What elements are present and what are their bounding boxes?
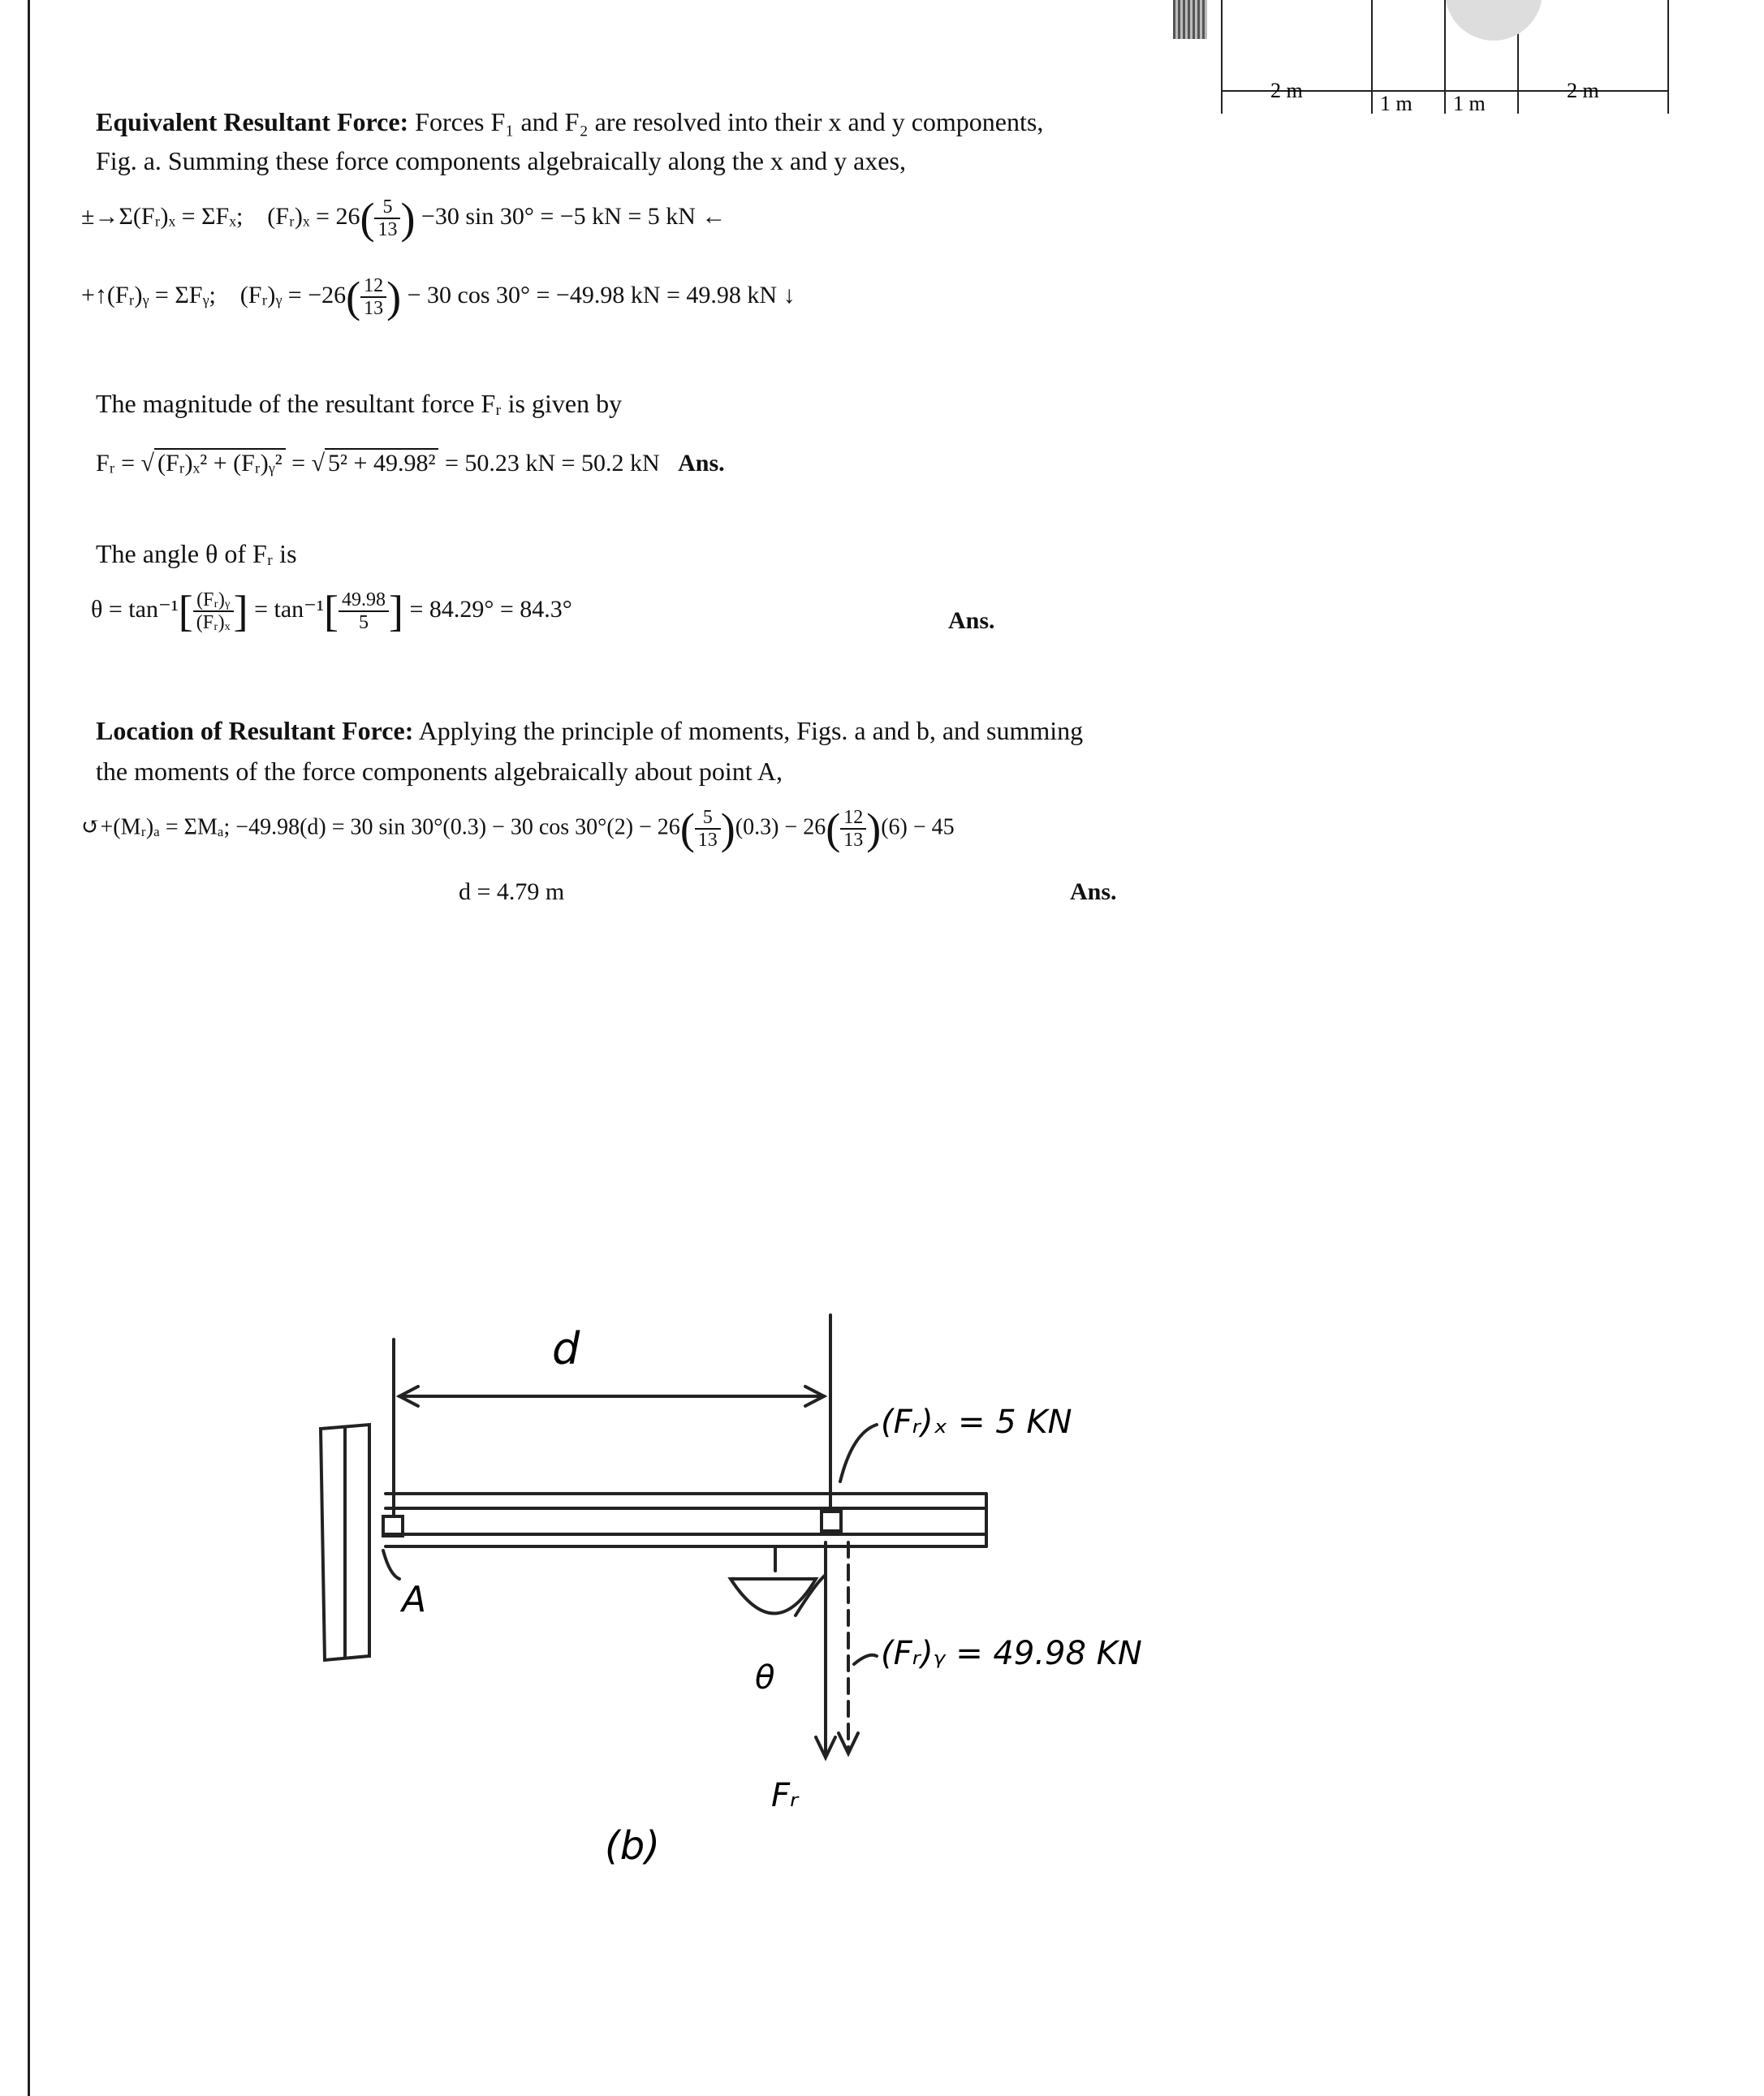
eq-fy-frac: $\frac{12}{13}$ (360, 275, 386, 319)
eq-fr-ans: Ans. (678, 450, 725, 477)
section1-intro1: Forces F₁ and F₂ are resolved into their x and y components, (415, 107, 1044, 136)
beam (386, 1494, 986, 1546)
binder-clip (1173, 0, 1207, 39)
eq-fx: ±→Σ(Fᵣ)ₓ = ΣFₓ; (Fᵣ)ₓ = 26( $\frac{5}{13}$ ) −30 sin 30° = −5 kN = 5 kN ← (81, 194, 727, 243)
eq-theta-lhs: θ = tan⁻¹ (91, 595, 179, 623)
eq-fy-rhs: − 30 cos 30° = −49.98 kN = 49.98 kN ↓ (407, 281, 796, 308)
section1-heading: Equivalent Resultant Force: (96, 107, 409, 136)
label-fr: Fᵣ (771, 1777, 799, 1814)
label-d: d (552, 1323, 580, 1374)
eq-moment-part1: ↺+(Mᵣ)ₐ = ΣMₐ; −49.98(d) = 30 sin 30°(0.3) − 30 cos 30°(2) − 26 (81, 814, 680, 840)
figure-caption: (b) (605, 1823, 660, 1869)
eq-theta-frac1: $\frac{\text{(Fᵣ)ᵧ}}{\text{(Fᵣ)ₓ}}$ (193, 589, 234, 633)
eq-fx-label: ±→Σ(Fᵣ)ₓ = ΣFₓ; (81, 202, 244, 230)
top-dimension-figure (1218, 0, 1672, 122)
eq-moment-part3: (6) − 45 (881, 814, 955, 840)
figure-b (308, 1299, 1234, 1916)
eq-moment: ↺+(Mᵣ)ₐ = ΣMₐ; −49.98(d) = 30 sin 30°(0.3) − 30 cos 30°(2) − 26( $\frac{5}{13}$ )(0.3) − 26( $\frac{12}{13}$ )(6) − 45 (81, 804, 955, 853)
section4-intro2: the moments of the force components algebraically about point A, (96, 757, 783, 786)
rocker-support (731, 1579, 816, 1614)
eq-theta-ans: Ans. (948, 607, 995, 634)
dim-label-4: 2 m (1567, 79, 1599, 102)
eq-fr-rhs: = 50.23 kN = 50.2 kN (444, 450, 660, 477)
label-fy: (Fᵣ)ᵧ = 49.98 KN (881, 1635, 1142, 1672)
eq-fx-lhs: (Fᵣ)ₓ = 26 (267, 202, 360, 230)
eq-fr-root1: (Fᵣ)ₓ² + (Fᵣ)ᵧ² (154, 448, 286, 477)
eq-fy: +↑(Fᵣ)ᵧ = ΣFᵧ; (Fᵣ)ᵧ = −26( $\frac{12}{13}$ ) − 30 cos 30° = −49.98 kN = 49.98 kN ↓ (81, 273, 796, 321)
section4-heading: Location of Resultant Force: (96, 716, 414, 745)
section4-line1 (96, 713, 1083, 748)
eq-theta-frac2: $\frac{49.98}{5}$ (339, 589, 389, 633)
a-leader (383, 1550, 399, 1579)
eq-fx-rhs: −30 sin 30° = −5 kN = 5 kN ← (421, 202, 727, 230)
dim-label-2: 1 m (1380, 92, 1412, 115)
label-theta: θ (755, 1659, 775, 1697)
eq-theta-mid: = tan⁻¹ (254, 595, 324, 623)
pin-right (822, 1512, 841, 1531)
eq-moment-frac2: $\frac{12}{13}$ (840, 807, 866, 851)
section1-intro2: Fig. a. Summing these force components algebraically along the x and y axes, (96, 146, 906, 175)
label-a: A (402, 1579, 427, 1620)
section1-line1 (96, 104, 1043, 140)
eq-theta: θ = tan⁻¹[ $\frac{\text{(Fᵣ)ᵧ}}{\text{(Fᵣ)ₓ}}$ ] = tan⁻¹[ $\frac{49.98}{5}$ ] = 84.29° = 84.3° (91, 587, 572, 636)
theta-arc (796, 1575, 826, 1615)
eq-fr-root2: 5² + 49.98² (325, 448, 438, 477)
eq-d-ans: Ans. (1070, 878, 1117, 905)
eq-fy-label: +↑(Fᵣ)ᵧ = ΣFᵧ; (81, 281, 216, 308)
fx-leader (840, 1425, 877, 1481)
eq-fx-frac: $\frac{5}{13}$ (374, 196, 400, 240)
fy-leader (854, 1655, 877, 1664)
eq-moment-frac1: $\frac{5}{13}$ (695, 807, 721, 851)
dim-label-1: 2 m (1270, 79, 1303, 102)
eq-moment-part2: (0.3) − 26 (735, 814, 826, 840)
section2-line: The magnitude of the resultant force Fᵣ is given by (96, 389, 623, 418)
eq-d-result: d = 4.79 m (459, 878, 565, 905)
eq-theta-rhs: = 84.29° = 84.3° (409, 595, 572, 623)
section4-intro1: Applying the principle of moments, Figs. a and b, and summing (418, 716, 1084, 745)
section3-line: The angle θ of Fᵣ is (96, 539, 297, 568)
page-left-border (28, 0, 30, 2096)
eq-fr-mid: = (291, 450, 306, 477)
dim-label-3: 1 m (1453, 92, 1486, 115)
label-fx: (Fᵣ)ₓ = 5 KN (881, 1404, 1072, 1441)
eq-fr: Fᵣ = √ (Fᵣ)ₓ² + (Fᵣ)ᵧ² = √ 5² + 49.98² = 50.23 kN = 50.2 kN Ans. (96, 450, 725, 477)
pulley-shape (1445, 0, 1542, 41)
eq-fy-lhs: (Fᵣ)ᵧ = −26 (239, 281, 347, 308)
eq-fr-lhs: Fᵣ = (96, 450, 135, 477)
